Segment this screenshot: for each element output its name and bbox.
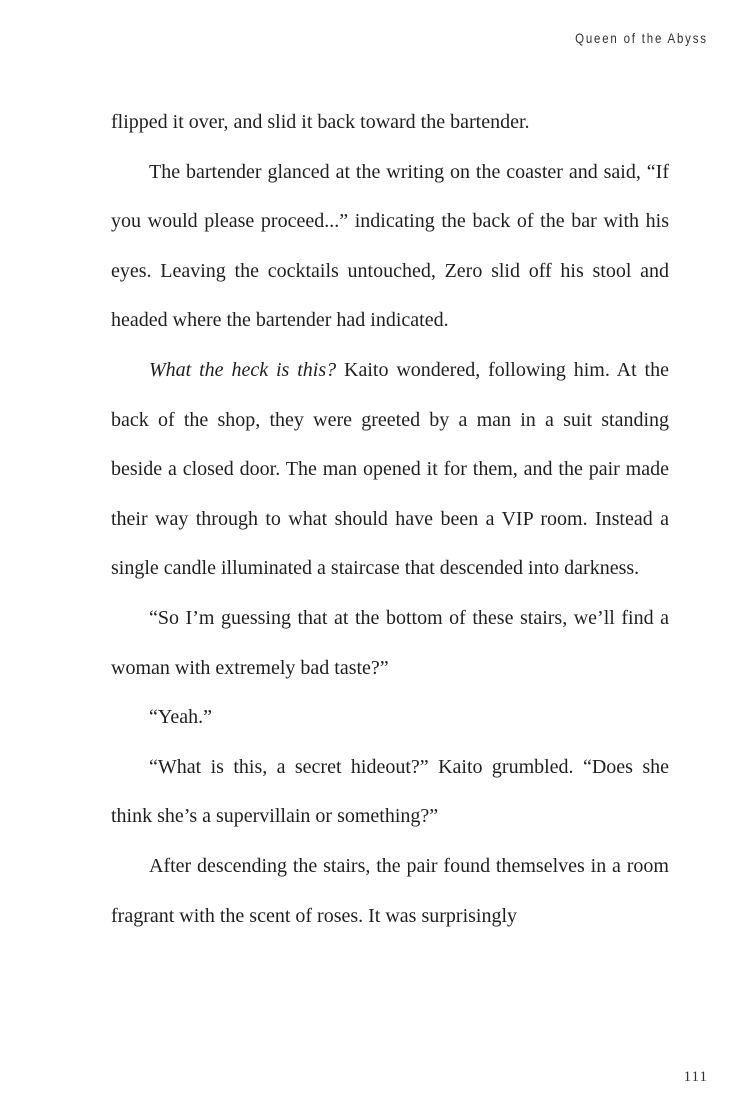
paragraph-6: “What is this, a secret hideout?” Kaito grumbled. “Does she think she’s a supervillain or something?”: [111, 755, 669, 828]
paragraph-3: [111, 346, 669, 594]
paragraph-3-text: Kaito wondered, following him. At the back of the shop, they were greeted by a man in a suit standing beside a closed door. The man opened it for them, and the pair made their way through to what should have been a VIP room. Instead a single candle illuminated a staircase that descended into darkness.: [111, 358, 669, 580]
paragraph-3-italic-thought: What the heck is this?: [149, 358, 337, 381]
paragraph-7: After descending the stairs, the pair found themselves in a room fragrant with the scent of roses. It was surprisingly: [111, 854, 669, 927]
paragraph-1: flipped it over, and slid it back toward the bartender.: [111, 111, 530, 133]
body-text: [111, 98, 669, 941]
page-number: 111: [683, 1069, 708, 1085]
paragraph-2: The bartender glanced at the writing on the coaster and said, “If you would please proceed...” indicating the back of the bar with his eyes. Leaving the cocktails untouched, Zero slid off his stool and headed where the bartender had indicated.: [111, 160, 669, 332]
paragraph-4: “So I’m guessing that at the bottom of these stairs, we’ll find a woman with extremely bad taste?”: [111, 606, 669, 679]
paragraph-5: “Yeah.”: [149, 706, 212, 729]
running-header-title: Queen of the Abyss: [575, 30, 708, 46]
